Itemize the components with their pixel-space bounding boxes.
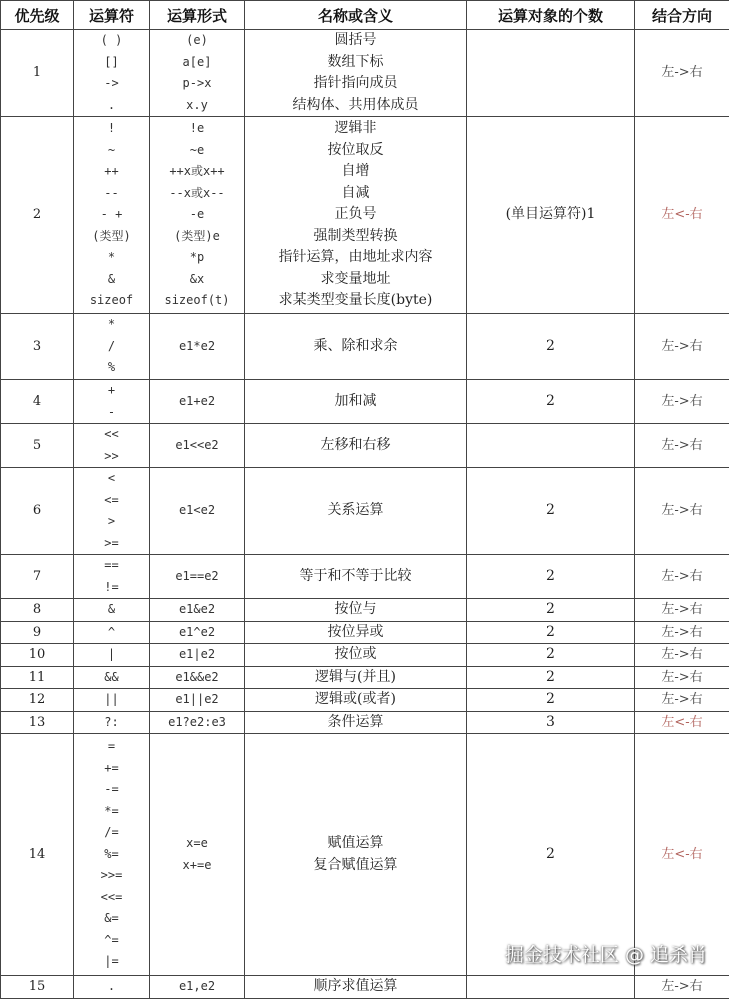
operator-symbol: | — [74, 644, 149, 666]
operand-count-cell: 2 — [467, 468, 635, 555]
meaning-text: 左移和右移 — [245, 435, 466, 457]
priority-cell: 7 — [1, 555, 74, 599]
form-cell — [150, 689, 245, 712]
meaning-cell — [245, 689, 467, 712]
operator-symbol: += — [74, 758, 149, 780]
meaning-cell — [245, 117, 467, 314]
operator-cell — [74, 711, 150, 734]
operation-form: --x或x-- — [150, 183, 244, 205]
priority-cell: 9 — [1, 621, 74, 644]
meaning-text: 正负号 — [245, 204, 466, 226]
operation-form: e1|e2 — [150, 644, 244, 666]
operand-count-cell: 2 — [467, 644, 635, 667]
operand-count-cell: (单目运算符)1 — [467, 117, 635, 314]
table-row — [1, 689, 729, 712]
operator-cell — [74, 468, 150, 555]
operand-count-cell — [467, 424, 635, 468]
meaning-cell — [245, 468, 467, 555]
operation-form: e1&&e2 — [150, 667, 244, 689]
operator-symbol: ! — [74, 118, 149, 140]
operator-symbol: . — [74, 95, 149, 117]
meaning-text: 指针运算，由地址求内容 — [245, 247, 466, 269]
header-form: 运算形式 — [150, 1, 245, 30]
meaning-text: 复合赋值运算 — [245, 855, 466, 877]
operator-symbol: / — [74, 336, 149, 358]
operator-cell — [74, 555, 150, 599]
table-row — [1, 117, 729, 314]
priority-cell: 12 — [1, 689, 74, 712]
operator-symbol: * — [74, 247, 149, 269]
operator-cell — [74, 621, 150, 644]
form-cell — [150, 380, 245, 424]
operand-count-cell: 2 — [467, 314, 635, 380]
operation-form: e1^e2 — [150, 622, 244, 644]
meaning-cell — [245, 380, 467, 424]
operator-symbol: = — [74, 736, 149, 758]
operator-symbol: > — [74, 511, 149, 533]
operator-symbol: . — [74, 976, 149, 998]
operator-symbol: != — [74, 577, 149, 599]
form-cell — [150, 117, 245, 314]
operator-cell — [74, 734, 150, 976]
operator-symbol: && — [74, 667, 149, 689]
operation-form: x=e — [150, 833, 244, 855]
form-cell — [150, 711, 245, 734]
operator-cell — [74, 689, 150, 712]
operator-cell — [74, 380, 150, 424]
operator-symbol: <= — [74, 490, 149, 512]
operator-cell — [74, 644, 150, 667]
operator-symbol: (类型) — [74, 226, 149, 248]
form-cell — [150, 314, 245, 380]
meaning-text: 等于和不等于比较 — [245, 566, 466, 588]
operator-symbol: + — [74, 380, 149, 402]
meaning-cell — [245, 644, 467, 667]
operator-symbol: -- — [74, 183, 149, 205]
associativity-cell: 左->右 — [635, 689, 729, 712]
operator-symbol: * — [74, 314, 149, 336]
operation-form: sizeof(t) — [150, 290, 244, 312]
operator-symbol: &= — [74, 908, 149, 930]
meaning-text: 条件运算 — [245, 712, 466, 734]
priority-cell: 4 — [1, 380, 74, 424]
watermark: 掘金技术社区 @ 追杀肖 — [505, 940, 707, 967]
meaning-text: 按位异或 — [245, 622, 466, 644]
operator-symbol: -= — [74, 779, 149, 801]
priority-cell: 10 — [1, 644, 74, 667]
table-row — [1, 599, 729, 622]
operator-symbol: >>= — [74, 865, 149, 887]
operator-symbol: & — [74, 599, 149, 621]
operator-cell — [74, 424, 150, 468]
operation-form: !e — [150, 118, 244, 140]
form-cell — [150, 734, 245, 976]
form-cell — [150, 599, 245, 622]
header-operator: 运算符 — [74, 1, 150, 30]
meaning-cell — [245, 666, 467, 689]
meaning-text: 加和减 — [245, 391, 466, 413]
meaning-text: 自增 — [245, 161, 466, 183]
operator-symbol: < — [74, 468, 149, 490]
meaning-text: 逻辑与(并且) — [245, 667, 466, 689]
operator-symbol: == — [74, 555, 149, 577]
associativity-cell: 左->右 — [635, 30, 729, 117]
operation-form: e1==e2 — [150, 566, 244, 588]
meaning-text: 自减 — [245, 183, 466, 205]
operator-symbol: [] — [74, 52, 149, 74]
operation-form: e1*e2 — [150, 336, 244, 358]
operation-form: x.y — [150, 95, 244, 117]
operator-cell — [74, 30, 150, 117]
operator-symbol: % — [74, 357, 149, 379]
operator-symbol: %= — [74, 844, 149, 866]
operand-count-cell — [467, 976, 635, 999]
associativity-cell: 左->右 — [635, 468, 729, 555]
operator-symbol: & — [74, 269, 149, 291]
operation-form: ~e — [150, 140, 244, 162]
associativity-cell: 左<-右 — [635, 734, 729, 976]
header-associativity: 结合方向 — [635, 1, 729, 30]
meaning-text: 关系运算 — [245, 500, 466, 522]
meaning-text: 乘、除和求余 — [245, 336, 466, 358]
header-meaning: 名称或含义 — [245, 1, 467, 30]
operator-symbol: ^= — [74, 930, 149, 952]
operation-form: e1<e2 — [150, 500, 244, 522]
meaning-cell — [245, 711, 467, 734]
meaning-text: 顺序求值运算 — [245, 976, 466, 998]
operator-symbol: sizeof — [74, 290, 149, 312]
meaning-text: 结构体、共用体成员 — [245, 95, 466, 117]
operator-symbol: ++ — [74, 161, 149, 183]
operation-form: e1+e2 — [150, 391, 244, 413]
operation-form: -e — [150, 204, 244, 226]
associativity-cell: 左<-右 — [635, 711, 729, 734]
priority-cell: 6 — [1, 468, 74, 555]
operator-symbol: - + — [74, 204, 149, 226]
associativity-cell: 左->右 — [635, 644, 729, 667]
meaning-cell — [245, 734, 467, 976]
table-row — [1, 621, 729, 644]
meaning-text: 数组下标 — [245, 52, 466, 74]
operator-symbol: >= — [74, 533, 149, 555]
operation-form: e1&e2 — [150, 599, 244, 621]
table-row — [1, 555, 729, 599]
operation-form: *p — [150, 247, 244, 269]
associativity-cell: 左->右 — [635, 380, 729, 424]
priority-cell: 11 — [1, 666, 74, 689]
operator-symbol: >> — [74, 446, 149, 468]
operator-cell — [74, 976, 150, 999]
operator-symbol: ?: — [74, 712, 149, 734]
table-row — [1, 424, 729, 468]
priority-cell: 3 — [1, 314, 74, 380]
operator-symbol: - — [74, 402, 149, 424]
table-row — [1, 380, 729, 424]
priority-cell: 15 — [1, 976, 74, 999]
form-cell — [150, 644, 245, 667]
operand-count-cell: 2 — [467, 734, 635, 976]
operation-form: e1||e2 — [150, 689, 244, 711]
meaning-text: 强制类型转换 — [245, 226, 466, 248]
operation-form: (类型)e — [150, 226, 244, 248]
meaning-text: 指针指向成员 — [245, 73, 466, 95]
operand-count-cell — [467, 30, 635, 117]
operation-form: e1<<e2 — [150, 435, 244, 457]
table-row — [1, 314, 729, 380]
operator-symbol: << — [74, 424, 149, 446]
meaning-text: 逻辑或(或者) — [245, 689, 466, 711]
operator-symbol: *= — [74, 801, 149, 823]
associativity-cell: 左->右 — [635, 314, 729, 380]
meaning-cell — [245, 555, 467, 599]
meaning-cell — [245, 424, 467, 468]
operator-symbol: |= — [74, 951, 149, 973]
operation-form: ++x或x++ — [150, 161, 244, 183]
table-row — [1, 711, 729, 734]
operand-count-cell: 2 — [467, 599, 635, 622]
associativity-cell: 左->右 — [635, 666, 729, 689]
operation-form: e1,e2 — [150, 976, 244, 998]
associativity-cell: 左<-右 — [635, 117, 729, 314]
operator-cell — [74, 599, 150, 622]
table-row — [1, 468, 729, 555]
meaning-cell — [245, 314, 467, 380]
header-operand-count: 运算对象的个数 — [467, 1, 635, 30]
meaning-text: 逻辑非 — [245, 118, 466, 140]
priority-cell: 8 — [1, 599, 74, 622]
operator-cell — [74, 117, 150, 314]
meaning-cell — [245, 621, 467, 644]
form-cell — [150, 976, 245, 999]
meaning-text: 按位取反 — [245, 140, 466, 162]
priority-cell: 2 — [1, 117, 74, 314]
form-cell — [150, 555, 245, 599]
form-cell — [150, 468, 245, 555]
operator-cell — [74, 666, 150, 689]
meaning-text: 圆括号 — [245, 30, 466, 52]
header-row — [1, 1, 729, 30]
operator-symbol: -> — [74, 73, 149, 95]
form-cell — [150, 30, 245, 117]
operand-count-cell: 3 — [467, 711, 635, 734]
operator-symbol: ( ) — [74, 30, 149, 52]
meaning-text: 求某类型变量长度(byte) — [245, 290, 466, 312]
priority-cell: 14 — [1, 734, 74, 976]
operation-form: x+=e — [150, 855, 244, 877]
associativity-cell: 左->右 — [635, 976, 729, 999]
meaning-text: 按位或 — [245, 644, 466, 666]
operator-symbol: ^ — [74, 622, 149, 644]
form-cell — [150, 621, 245, 644]
operand-count-cell: 2 — [467, 621, 635, 644]
meaning-cell — [245, 976, 467, 999]
operation-form: e1?e2:e3 — [150, 712, 244, 734]
meaning-cell — [245, 30, 467, 117]
priority-cell: 13 — [1, 711, 74, 734]
priority-cell: 1 — [1, 30, 74, 117]
header-priority: 优先级 — [1, 1, 74, 30]
associativity-cell: 左->右 — [635, 555, 729, 599]
meaning-text: 赋值运算 — [245, 833, 466, 855]
associativity-cell: 左->右 — [635, 424, 729, 468]
meaning-text: 按位与 — [245, 599, 466, 621]
priority-cell: 5 — [1, 424, 74, 468]
form-cell — [150, 666, 245, 689]
meaning-cell — [245, 599, 467, 622]
operator-symbol: <<= — [74, 887, 149, 909]
operand-count-cell: 2 — [467, 555, 635, 599]
table-row — [1, 976, 729, 999]
table-row — [1, 666, 729, 689]
operation-form: p->x — [150, 73, 244, 95]
operation-form: (e) — [150, 30, 244, 52]
operator-symbol: /= — [74, 822, 149, 844]
operator-cell — [74, 314, 150, 380]
form-cell — [150, 424, 245, 468]
associativity-cell: 左->右 — [635, 599, 729, 622]
operation-form: &x — [150, 269, 244, 291]
operator-symbol: ~ — [74, 140, 149, 162]
table-row — [1, 644, 729, 667]
operand-count-cell: 2 — [467, 666, 635, 689]
table-row — [1, 30, 729, 117]
associativity-cell: 左->右 — [635, 621, 729, 644]
operand-count-cell: 2 — [467, 380, 635, 424]
operation-form: a[e] — [150, 52, 244, 74]
operator-symbol: || — [74, 689, 149, 711]
operand-count-cell: 2 — [467, 689, 635, 712]
meaning-text: 求变量地址 — [245, 269, 466, 291]
